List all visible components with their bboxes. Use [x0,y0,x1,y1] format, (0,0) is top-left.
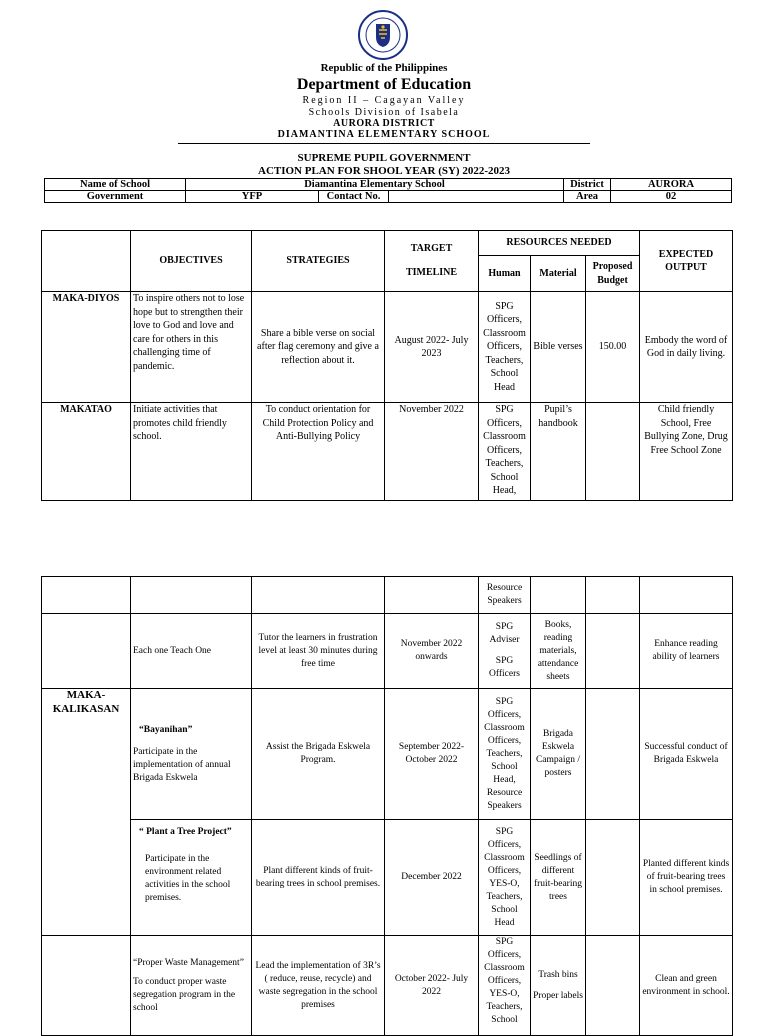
name-value: Diamantina Elementary School [186,179,564,191]
output-cell: Embody the word of God in daily living. [640,292,733,403]
header-target-timeline [385,231,479,292]
human-cell: SPG Officers, Classroom Officers, Teachers, School Head [479,292,531,403]
area-value: 02 [611,191,732,203]
header-rule [178,143,590,144]
human-cell: SPG Adviser SPG Officers [479,614,531,689]
header-human: Human [479,256,531,292]
material-cell: Brigada Eskwela Campaign / posters [531,689,586,820]
objective-cell: “Bayanihan” Participate in the implementation of annual Brigada Eskwela [131,689,252,820]
strategy-cell: Tutor the learners in frustration level at least 30 minutes during free time [252,614,385,689]
action-plan-table [41,230,733,501]
deped-seal-icon [358,10,408,60]
output-cell: Successful conduct of Brigada Eskwela [640,689,733,820]
school-line: DIAMANTINA ELEMENTARY SCHOOL [277,129,491,140]
table-row [42,403,733,501]
header-budget: Proposed Budget [586,256,640,292]
material-cell: Bible verses [531,292,586,403]
header-target: TARGET [410,243,453,254]
table-row [42,614,733,689]
human-cell: SPG Officers, Classroom Officers, YES-O, Teachers, School Head [479,820,531,936]
timeline-cell: August 2022- July 2023 [385,292,479,403]
human-cell: SPG Officers, Classroom Officers, Teachers, School Head, Resource Speakers [479,689,531,820]
objective-cell: Each one Teach One [131,614,252,689]
contact-label: Contact No. [319,191,389,203]
material-cell: Pupil’s handbook [531,403,586,501]
doc-title: SUPREME PUPIL GOVERNMENT [297,152,471,164]
header-timeline: TIMELINE [405,267,458,278]
contact-value [389,191,564,203]
budget-cell [586,403,640,501]
category-cell: MAKATAO [42,403,131,501]
timeline-cell: October 2022- July 2022 [385,936,479,1036]
budget-cell: 150.00 [586,292,640,403]
table-row [42,577,733,614]
action-plan-table-continued [41,576,733,1036]
human-cell: SPG Officers, Classroom Officers, Teachers, School Head, [479,403,531,501]
doc-subtitle: ACTION PLAN FOR SHOOL YEAR (SY) 2022-2023 [258,165,510,177]
school-info-table [44,178,732,203]
division-line: Schools Division of Isabela [308,107,460,118]
timeline-cell: December 2022 [385,820,479,936]
header-category [42,231,131,292]
strategy-cell: Plant different kinds of fruit-bearing trees in school premises. [252,820,385,936]
human-cell: Resource Speakers [479,577,531,614]
table-row [42,820,733,936]
objective-cell: “ Plant a Tree Project” Participate in the environment related activities in the school premises. [131,820,252,936]
gov-value: YFP [186,191,319,203]
header-objectives: OBJECTIVES [131,231,252,292]
waste-title: “Proper Waste Management” [133,957,244,968]
objective-cell: Initiate activities that promotes child friendly school. [131,403,252,501]
objective-cell: “Proper Waste Management” To conduct proper waste segregation program in the school [131,936,252,1036]
area-label: Area [564,191,611,203]
gov-label: Government [45,191,186,203]
material-cell: Seedlings of different fruit-bearing trees [531,820,586,936]
output-cell: Planted different kinds of fruit-bearing trees in school premises. [640,820,733,936]
human-cell: SPG Officers, Classroom Officers, YES-O, Teachers, School [479,936,531,1036]
output-cell: Clean and green environment in school. [640,936,733,1036]
strategy-cell: Share a bible verse on social after flag ceremony and give a reflection about it. [252,292,385,403]
bayanihan-title: “Bayanihan” [139,724,193,735]
republic-heading: Republic of the Philippines [320,62,448,74]
district-value: AURORA [611,179,732,191]
strategy-cell: Assist the Brigada Eskwela Program. [252,689,385,820]
category-cell: MAKA-KALIKASAN [42,689,131,936]
output-cell: Child friendly School, Free Bullying Zone, Drug Free School Zone [640,403,733,501]
region-line: Region II – Cagayan Valley [302,95,466,106]
header-expected-output: EXPECTED OUTPUT [640,231,733,292]
header-material: Material [531,256,586,292]
material-cell: Trash bins Proper labels [531,936,586,1036]
table-row [42,689,733,820]
objective-cell: To inspire others not to lose hope but to strengthen their love to God and love and care for others in this challenging time of pandemic. [131,292,252,403]
header-strategies: STRATEGIES [252,231,385,292]
strategy-cell: To conduct orientation for Child Protection Policy and Anti-Bullying Policy [252,403,385,501]
category-cell: MAKA-DIYOS [42,292,131,403]
district-line: AURORA DISTRICT [333,118,435,129]
timeline-cell: November 2022 [385,403,479,501]
output-cell: Enhance reading ability of learners [640,614,733,689]
district-label: District [564,179,611,191]
table-row [42,292,733,403]
tree-title: “ Plant a Tree Project” [139,827,232,837]
timeline-cell: November 2022 onwards [385,614,479,689]
strategy-cell: Lead the implementation of 3R’s ( reduce, reuse, recycle) and waste segregation in the school premises [252,936,385,1036]
name-label: Name of School [45,179,186,191]
timeline-cell: September 2022- October 2022 [385,689,479,820]
header-resources: RESOURCES NEEDED [479,231,640,256]
table-row [42,936,733,1036]
material-cell: Books, reading materials, attendance sheets [531,614,586,689]
department-heading: Department of Education [296,76,472,93]
